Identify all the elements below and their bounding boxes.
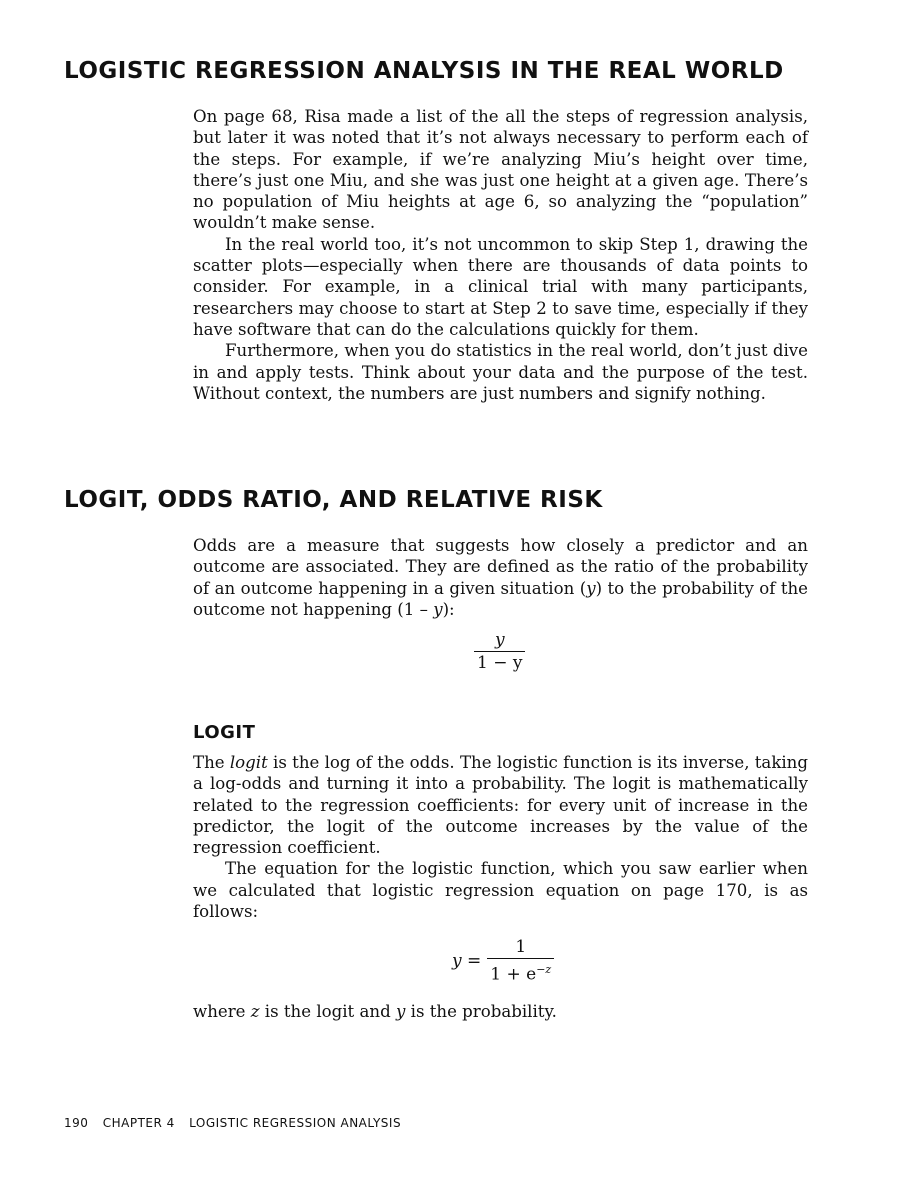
- paragraph: [193, 752, 808, 858]
- page-footer: [64, 1116, 411, 1130]
- equation-numerator: 1: [515, 937, 527, 957]
- variable-y: y: [395, 1002, 406, 1021]
- chapter-label: CHAPTER 4: [102, 1116, 175, 1130]
- fraction-bar: [487, 958, 554, 959]
- where-text: [193, 1001, 808, 1022]
- logit-text: [193, 752, 808, 922]
- paragraph: [193, 1001, 808, 1022]
- odds-formula: [474, 630, 525, 673]
- text-run: where: [193, 1002, 251, 1021]
- text-run: The: [193, 753, 230, 772]
- equation-fraction: [487, 937, 554, 985]
- fraction-bar: [474, 651, 525, 652]
- equation-lhs: y =: [452, 950, 482, 971]
- paragraph: [193, 535, 808, 620]
- paragraph: Furthermore, when you do statistics in the real world, don’t just dive in and apply tests. Think about your data and the purpose of the test. Without context, the numbers are just numbers and signify nothing.: [193, 341, 808, 403]
- paragraph: In the real world too, it’s not uncommon to skip Step 1, drawing the scatter plots—especially when there are thousands of data points to consider. For example, in a clinical trial with many participants, researchers may choose to start at Step 2 to save time, especially if they have software that can do the calculations quickly for them.: [193, 234, 808, 339]
- page-number: 190: [64, 1116, 89, 1130]
- section-heading-logit-odds: LOGIT, ODDS RATIO, AND RELATIVE RISK: [64, 487, 603, 513]
- section-heading-real-world: LOGISTIC REGRESSION ANALYSIS IN THE REAL WORLD: [64, 58, 784, 84]
- text-run: is the log of the odds. The logistic function is its inverse, taking a log-odds and turning it into a probability. The logit is mathematically related to the regression coefficients: for every unit of increase in the predictor, the logit of the outcome increases by the value of the regression coefficient.: [193, 753, 808, 858]
- text-run: Odds are a measure that suggests how closely a predictor and an outcome are associated. They are defined as the ratio of the probability of an outcome happening in a given situation (: [193, 536, 808, 598]
- chapter-title: LOGISTIC REGRESSION ANALYSIS: [189, 1116, 402, 1130]
- denominator-exponent: −z: [536, 963, 552, 976]
- real-world-text: [193, 106, 808, 404]
- variable-y: y: [586, 578, 596, 598]
- text-run: ):: [442, 599, 455, 619]
- odds-denominator: 1 − y: [477, 653, 523, 673]
- odds-numerator: y: [494, 630, 505, 650]
- equation-denominator: [487, 960, 554, 985]
- text-run: is the logit and: [259, 1002, 396, 1021]
- logistic-equation: [452, 937, 554, 985]
- denominator-base: 1 + e: [490, 964, 537, 985]
- variable-y: y: [433, 599, 443, 619]
- term-logit: logit: [229, 753, 268, 772]
- text-run: ) to the probability of the outcome not happening (1 –: [193, 578, 808, 619]
- odds-text: [193, 535, 808, 620]
- variable-z: z: [250, 1002, 260, 1021]
- text-run: is the probability.: [405, 1002, 557, 1021]
- subheading-logit: LOGIT: [193, 722, 256, 743]
- paragraph: The equation for the logistic function, which you saw earlier when we calculated that logistic regression equation on page 170, is as follows:: [193, 859, 808, 922]
- paragraph: On page 68, Risa made a list of the all the steps of regression analysis, but later it was noted that it’s not always necessary to perform each of the steps. For example, if we’re analyzing Miu’s height over time, there’s just one Miu, and she was just one height at a given age. There’s no population of Miu heights at age 6, so analyzing the “population” wouldn’t make sense.: [193, 107, 808, 233]
